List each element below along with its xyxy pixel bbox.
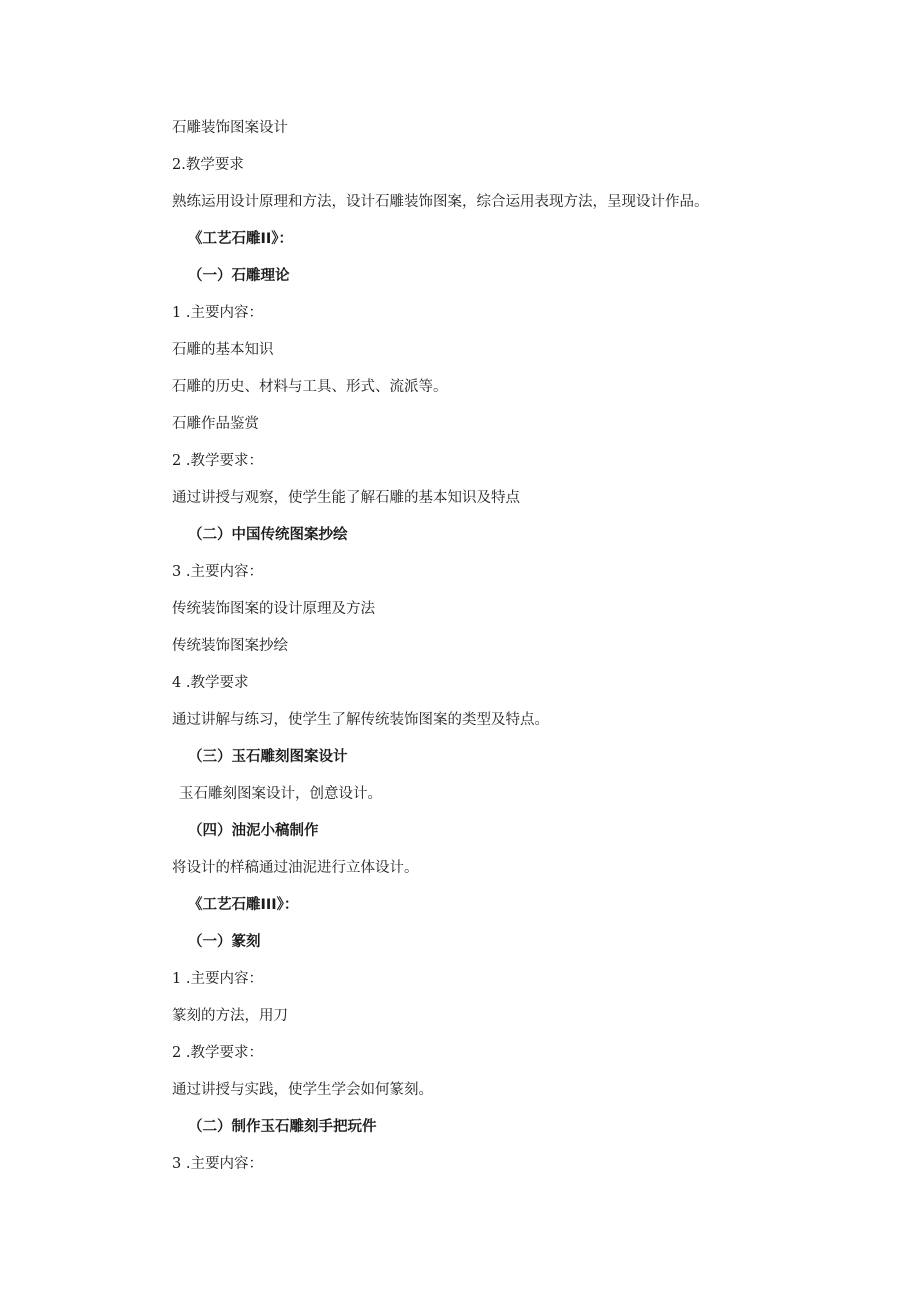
paragraph: 通过讲解与练习，使学生了解传统装饰图案的类型及特点。 — [172, 712, 549, 728]
list-heading: 1 .主要内容： — [172, 305, 263, 321]
paragraph: 将设计的样稿通过油泥进行立体设计。 — [172, 860, 419, 876]
list-heading: 3 .主要内容： — [172, 564, 263, 580]
paragraph: 石雕装饰图案设计 — [172, 120, 288, 136]
section-heading: （一）石雕理论 — [188, 268, 290, 284]
list-heading: 4 .教学要求 — [172, 675, 249, 691]
section-heading: （一）篆刻 — [188, 934, 261, 950]
paragraph: 篆刻的方法，用刀 — [172, 1008, 288, 1024]
paragraph: 石雕作品鉴赏 — [172, 416, 259, 432]
paragraph: 传统装饰图案的设计原理及方法 — [172, 601, 375, 617]
paragraph: 通过讲授与实践，使学生学会如何篆刻。 — [172, 1082, 433, 1098]
section-heading: （二）中国传统图案抄绘 — [188, 527, 348, 543]
list-heading: 2 .教学要求： — [172, 453, 263, 469]
paragraph: 通过讲授与观察，使学生能了解石雕的基本知识及特点 — [172, 490, 520, 506]
section-heading: （三）玉石雕刻图案设计 — [188, 749, 348, 765]
list-heading: 1 .主要内容： — [172, 971, 263, 987]
section-heading: （二）制作玉石雕刻手把玩件 — [188, 1119, 377, 1135]
course-heading: 《工艺石雕III》： — [188, 897, 299, 913]
paragraph: 熟练运用设计原理和方法，设计石雕装饰图案，综合运用表现方法，呈现设计作品。 — [172, 194, 709, 210]
paragraph: 石雕的基本知识 — [172, 342, 274, 358]
section-heading: （四）油泥小稿制作 — [188, 823, 319, 839]
list-heading: 3 .主要内容： — [172, 1156, 263, 1172]
list-heading: 2 .教学要求： — [172, 1045, 263, 1061]
paragraph: 传统装饰图案抄绘 — [172, 638, 288, 654]
course-heading: 《工艺石雕II》： — [188, 231, 294, 247]
list-heading: 2.教学要求 — [172, 157, 244, 173]
paragraph: 石雕的历史、材料与工具、形式、流派等。 — [172, 379, 448, 395]
paragraph: 玉石雕刻图案设计，创意设计。 — [179, 786, 382, 802]
